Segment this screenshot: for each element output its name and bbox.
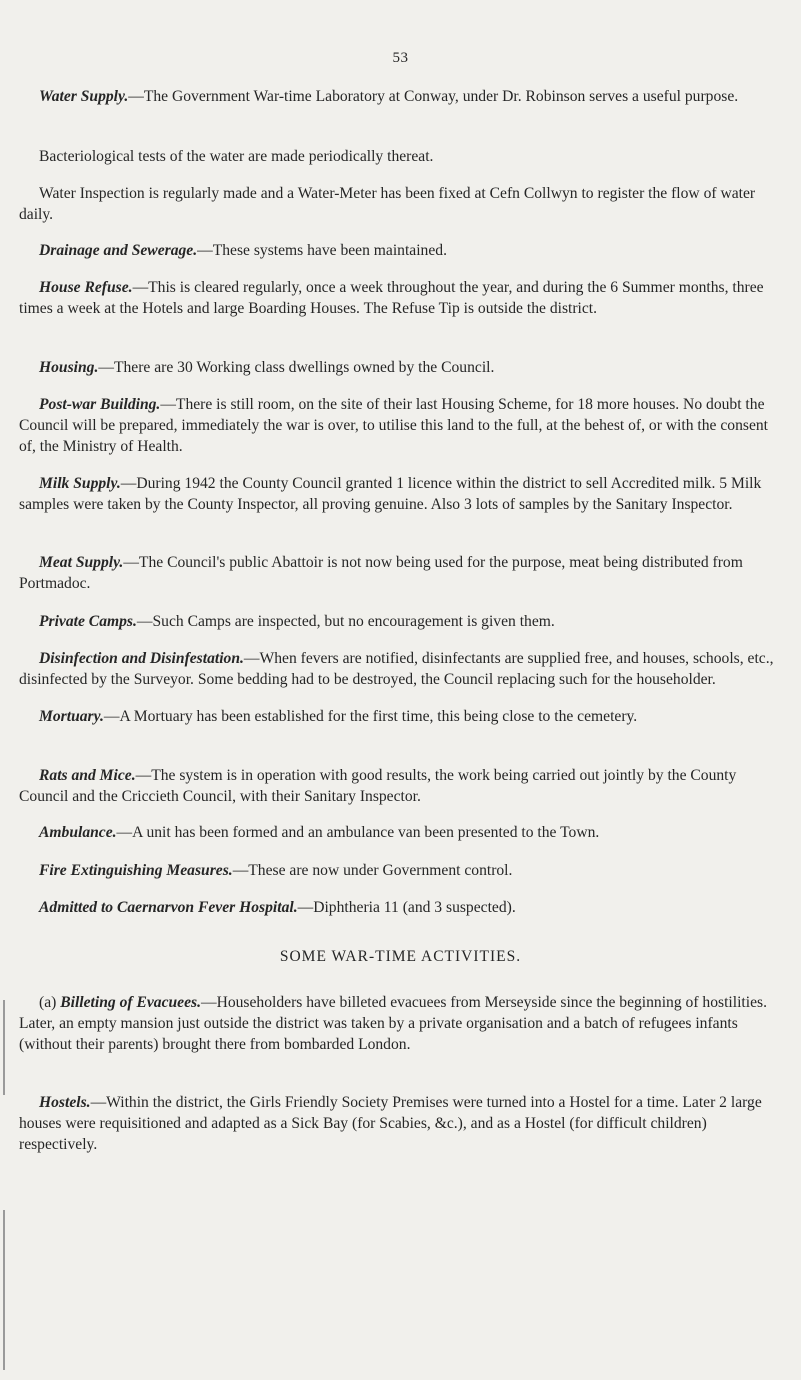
paragraph-water-supply <box>19 86 781 107</box>
paragraph-text: Bacteriological tests of the water are made periodically thereat. <box>39 148 434 165</box>
paragraph-heading: Admitted to Caernarvon Fever Hospital. <box>39 899 298 916</box>
paragraph-milk-supply <box>19 473 781 515</box>
paragraph-text: Water Inspection is regularly made and a Water-Meter has been fixed at Cefn Collwyn to register the flow of water daily. <box>19 185 756 223</box>
paragraph-text: —There is still room, on the site of their last Housing Scheme, for 18 more houses. No doubt the Council will be prepared, immediately the war is over, to utilise this land to the full, at the behest of, or with the consent of, the Ministry of Health. <box>19 396 768 455</box>
paragraph-heading: Private Camps. <box>39 613 137 630</box>
paragraph-heading: Milk Supply. <box>39 475 121 492</box>
paragraph-text: —During 1942 the County Council granted 1 licence within the district to sell Accredited milk. 5 Milk samples were taken by the County Inspector, all proving genuine. Also 3 lots of samples by the Sanitary Inspector. <box>19 475 762 513</box>
paragraph-billeting-evacuees <box>19 992 781 1055</box>
paragraph-text: —When fevers are notified, disinfectants are supplied free, and houses, schools, etc., disinfected by the Surveyor. Some bedding had to be destroyed, the Council replacing such for the householder. <box>19 650 774 688</box>
paragraph-post-war-building <box>19 394 781 457</box>
paragraph-text: —The Council's public Abattoir is not now being used for the purpose, meat being distributed from Portmadoc. <box>19 554 743 592</box>
paragraph-heading: Water Supply. <box>39 88 129 105</box>
paragraph-text: —The Government War-time Laboratory at Conway, under Dr. Robinson serves a useful purpose. <box>128 88 739 105</box>
paragraph-text: —Within the district, the Girls Friendly Society Premises were turned into a Hostel for a time. Later 2 large houses were requisitioned and adapted as a Sick Bay (for Scabies, &c.), and as a Hostel (for difficult children) respectively. <box>19 1094 762 1153</box>
paragraph-fever-hospital <box>19 897 781 918</box>
paragraph-text: —A unit has been formed and an ambulance van been presented to the Town. <box>116 824 600 841</box>
paragraph-heading: Housing. <box>39 359 99 376</box>
paragraph-bacteriological-tests <box>19 146 781 167</box>
paragraph-fire-extinguishing <box>19 860 781 881</box>
paragraph-private-camps <box>19 611 781 632</box>
scan-edge-mark <box>3 1210 5 1370</box>
paragraph-ambulance <box>19 822 781 843</box>
paragraph-disinfection <box>19 648 781 690</box>
paragraph-text: —There are 30 Working class dwellings owned by the Council. <box>98 359 495 376</box>
paragraph-heading: Post-war Building. <box>39 396 161 413</box>
paragraph-text: —These systems have been maintained. <box>197 242 447 259</box>
paragraph-heading: Fire Extinguishing Measures. <box>39 862 233 879</box>
paragraph-heading: Hostels. <box>39 1094 91 1111</box>
paragraph-heading: Drainage and Sewerage. <box>39 242 198 259</box>
paragraph-heading: Ambulance. <box>39 824 117 841</box>
paragraph-mortuary <box>19 706 781 727</box>
paragraph-rats-and-mice <box>19 765 781 807</box>
paragraph-meat-supply <box>19 552 781 594</box>
paragraph-drainage <box>19 240 781 261</box>
paragraph-heading: Billeting of Evacuees. <box>60 994 201 1011</box>
section-heading-war-time-activities: SOME WAR-TIME ACTIVITIES. <box>279 948 522 965</box>
paragraph-text: —Diphtheria 11 (and 3 suspected). <box>297 899 516 916</box>
paragraph-text: —This is cleared regularly, once a week throughout the year, and during the 6 Summer months, three times a week at the Hotels and large Boarding Houses. The Refuse Tip is outside the district. <box>19 279 764 317</box>
paragraph-hostels <box>19 1092 781 1155</box>
paragraph-water-inspection <box>19 183 781 225</box>
paragraph-housing <box>19 357 781 378</box>
paragraph-heading: House Refuse. <box>39 279 133 296</box>
paragraph-text: —Such Camps are inspected, but no encouragement is given them. <box>136 613 555 630</box>
paragraph-heading: Disinfection and Disinfestation. <box>39 650 244 667</box>
paragraph-house-refuse <box>19 277 781 319</box>
paragraph-prefix: (a) <box>39 994 61 1011</box>
paragraph-heading: Mortuary. <box>39 708 104 725</box>
scan-edge-mark <box>3 1000 5 1095</box>
paragraph-text: —A Mortuary has been established for the first time, this being close to the cemetery. <box>103 708 638 725</box>
paragraph-text: —The system is in operation with good results, the work being carried out jointly by the County Council and the Criccieth Council, with their Sanitary Inspector. <box>19 767 737 805</box>
paragraph-text: —These are now under Government control. <box>232 862 513 879</box>
paragraph-text: —Householders have billeted evacuees from Merseyside since the beginning of hostilities. Later, an empty mansion just outside the district was taken by a private organisation and a batch of refugees infants (without their parents) brought there from bombarded London. <box>19 994 767 1053</box>
page-number: 53 <box>392 50 409 66</box>
paragraph-heading: Rats and Mice. <box>39 767 136 784</box>
paragraph-heading: Meat Supply. <box>39 554 124 571</box>
